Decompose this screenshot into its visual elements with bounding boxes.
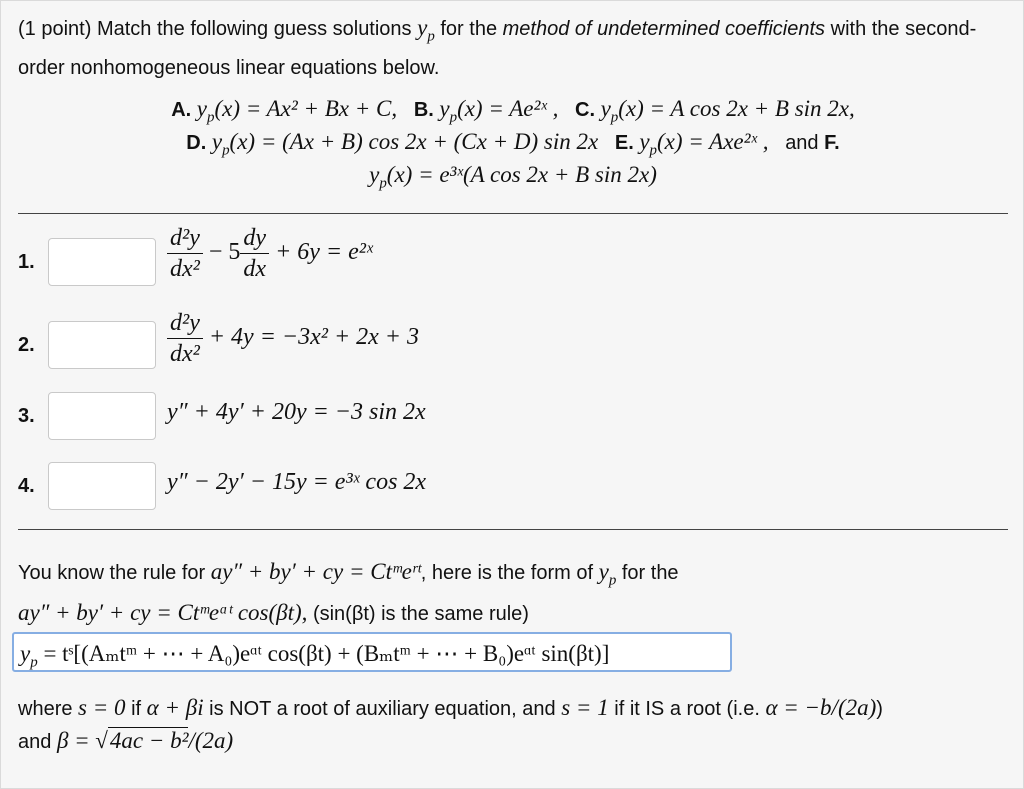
equation-1-rhs: + 6y = e²ˣ bbox=[275, 239, 373, 266]
answer-input-3[interactable] bbox=[48, 392, 156, 440]
option-b-expr: (x) = Ae²ˣ , bbox=[457, 96, 559, 121]
points-label: (1 point) bbox=[18, 18, 92, 40]
equation-2: $\frac{\text{d²y}}{\text{dx²}}$ + 4y = −3x² + 2x + 3 bbox=[167, 308, 419, 369]
question-number: 2. bbox=[18, 334, 35, 356]
question-number: 3. bbox=[18, 405, 35, 427]
divider bbox=[18, 213, 1008, 214]
equation-2-rhs: + 4y = −3x² + 2x + 3 bbox=[208, 324, 419, 351]
answer-input-2[interactable] bbox=[48, 321, 156, 369]
and-text: and bbox=[785, 132, 819, 154]
option-label-c: C. bbox=[575, 99, 596, 121]
option-c-expr: (x) = A cos 2x + B sin 2x, bbox=[618, 96, 855, 121]
prompt-text: for the bbox=[440, 18, 498, 40]
option-label-b: B. bbox=[413, 99, 434, 121]
method-name: method of undetermined coefficients bbox=[502, 18, 826, 40]
equation-3: y″ + 4y′ + 20y = −3 sin 2x bbox=[167, 399, 426, 425]
option-label-d: D. bbox=[186, 132, 207, 154]
rule-text: You know the rule for ay″ + by′ + cy = Ctᵐeʳᵗ, here is the form of $y_p$ for the ay″ + by′ + cy = Ctᵐeᵅᵗ cos(βt), (sin(βt) is the same rule) bbox=[18, 559, 679, 625]
prompt-text: with the second-order nonhomogeneous linear equations below. bbox=[18, 18, 977, 79]
answer-input-1[interactable] bbox=[48, 238, 156, 286]
answer-input-4[interactable] bbox=[48, 462, 156, 510]
option-a-expr: (x) = Ax² + Bx + C, bbox=[214, 96, 398, 121]
option-label-f: F. bbox=[824, 132, 840, 154]
options-line-3: $y_p(x)$ = e³ˣ(A cos 2x + B sin 2x) bbox=[369, 162, 657, 192]
question-number: 4. bbox=[18, 475, 35, 497]
equation-4: y″ − 2y′ − 15y = e³ˣ cos 2x bbox=[167, 469, 427, 495]
question-number: 1. bbox=[18, 251, 35, 273]
option-e-expr: (x) = Axe²ˣ , bbox=[657, 129, 769, 154]
option-label-e: E. bbox=[614, 132, 634, 154]
divider bbox=[18, 529, 1008, 530]
formula-text: = tˢ[(Aₘtᵐ + ⋯ + A₀)eᵅᵗ cos(βt) + (Bₘtᵐ + ⋯ + B₀)eᵅᵗ sin(βt)] bbox=[43, 641, 610, 666]
options-line-2: D. $y_p(x) = (Ax + B)$ cos 2x + (Cx + D) sin 2x E. $y_p(x)$ = Axe²ˣ , and F. bbox=[186, 129, 840, 159]
option-f-expr: (x) = e³ˣ(A cos 2x + B sin 2x) bbox=[386, 162, 657, 187]
options-line-1: A. $y_p(x) = Ax^2 + Bx + C$, B. $y_p(x)$ = Ae²ˣ , C. $y_p(x) = A$ cos 2x + B sin 2x, bbox=[171, 96, 855, 126]
general-form-formula: $y_p$ = tˢ[(Aₘtᵐ + ⋯ + A₀)eᵅᵗ cos(βt) + (Bₘtᵐ + ⋯ + B₀)eᵅᵗ sin(βt)] bbox=[12, 632, 732, 672]
option-label-a: A. bbox=[171, 99, 192, 121]
prompt-text: Match the following guess solutions bbox=[96, 18, 412, 40]
equation-1: $\frac{\text{d²y}}{\text{dx²}}$ − 5 $\frac{dy}{dx}$ + 6y = e²ˣ bbox=[167, 223, 373, 284]
option-d-expr: (x) = (Ax + B) cos 2x + (Cx + D) sin 2x bbox=[229, 129, 599, 154]
where-text: where s = 0 if α + βi is NOT a root of auxiliary equation, and s = 1 if it IS a root (i.e. α = −b/(2a)) and β = √4ac − b²/(2a) bbox=[18, 695, 883, 753]
problem-prompt: (1 point) Match the following guess solutions $y_p$ for the method of undetermined coefficients with the second-order nonhomogeneous linear equations below. bbox=[18, 15, 977, 79]
